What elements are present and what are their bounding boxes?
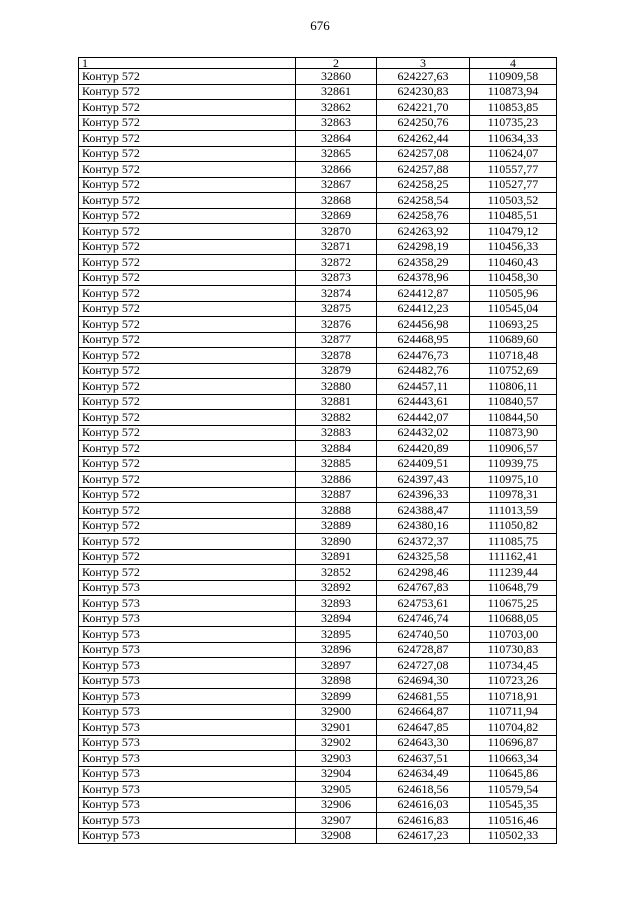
contour-name-cell: Контур 572 bbox=[79, 317, 296, 333]
header-col-2: 2 bbox=[296, 58, 377, 69]
contour-name-cell: Контур 572 bbox=[79, 348, 296, 364]
table-row bbox=[79, 441, 557, 457]
point-number-cell: 32884 bbox=[296, 441, 377, 457]
table-row bbox=[79, 751, 557, 767]
contour-name-cell: Контур 573 bbox=[79, 580, 296, 596]
x-coordinate-cell: 624456,98 bbox=[377, 317, 470, 333]
point-number-cell: 32879 bbox=[296, 363, 377, 379]
point-number-cell: 32878 bbox=[296, 348, 377, 364]
y-coordinate-cell: 110456,33 bbox=[470, 239, 557, 255]
x-coordinate-cell: 624420,89 bbox=[377, 441, 470, 457]
table-row bbox=[79, 720, 557, 736]
contour-name-cell: Контур 572 bbox=[79, 441, 296, 457]
y-coordinate-cell: 110806,11 bbox=[470, 379, 557, 395]
table-row bbox=[79, 69, 557, 85]
contour-name-cell: Контур 572 bbox=[79, 69, 296, 85]
contour-name-cell: Контур 572 bbox=[79, 394, 296, 410]
x-coordinate-cell: 624250,76 bbox=[377, 115, 470, 131]
table-row bbox=[79, 270, 557, 286]
contour-name-cell: Контур 572 bbox=[79, 301, 296, 317]
x-coordinate-cell: 624746,74 bbox=[377, 611, 470, 627]
contour-name-cell: Контур 573 bbox=[79, 704, 296, 720]
header-col-1: 1 bbox=[79, 58, 296, 69]
table-row bbox=[79, 208, 557, 224]
y-coordinate-cell: 110752,69 bbox=[470, 363, 557, 379]
y-coordinate-cell: 110458,30 bbox=[470, 270, 557, 286]
table-row bbox=[79, 642, 557, 658]
contour-name-cell: Контур 572 bbox=[79, 518, 296, 534]
point-number-cell: 32891 bbox=[296, 549, 377, 565]
table-row bbox=[79, 704, 557, 720]
point-number-cell: 32904 bbox=[296, 766, 377, 782]
contour-name-cell: Контур 573 bbox=[79, 813, 296, 829]
y-coordinate-cell: 110840,57 bbox=[470, 394, 557, 410]
x-coordinate-cell: 624257,08 bbox=[377, 146, 470, 162]
y-coordinate-cell: 110723,26 bbox=[470, 673, 557, 689]
x-coordinate-cell: 624616,03 bbox=[377, 797, 470, 813]
x-coordinate-cell: 624230,83 bbox=[377, 84, 470, 100]
point-number-cell: 32871 bbox=[296, 239, 377, 255]
point-number-cell: 32901 bbox=[296, 720, 377, 736]
table-header bbox=[79, 58, 557, 69]
y-coordinate-cell: 110503,52 bbox=[470, 193, 557, 209]
point-number-cell: 32866 bbox=[296, 162, 377, 178]
table-row bbox=[79, 797, 557, 813]
point-number-cell: 32908 bbox=[296, 828, 377, 844]
page-number: 676 bbox=[310, 18, 330, 33]
x-coordinate-cell: 624380,16 bbox=[377, 518, 470, 534]
contour-name-cell: Контур 573 bbox=[79, 797, 296, 813]
contour-name-cell: Контур 572 bbox=[79, 208, 296, 224]
x-coordinate-cell: 624616,83 bbox=[377, 813, 470, 829]
x-coordinate-cell: 624388,47 bbox=[377, 503, 470, 519]
y-coordinate-cell: 110730,83 bbox=[470, 642, 557, 658]
y-coordinate-cell: 110734,45 bbox=[470, 658, 557, 674]
point-number-cell: 32883 bbox=[296, 425, 377, 441]
table-row bbox=[79, 394, 557, 410]
point-number-cell: 32877 bbox=[296, 332, 377, 348]
table-row bbox=[79, 146, 557, 162]
point-number-cell: 32897 bbox=[296, 658, 377, 674]
contour-name-cell: Контур 573 bbox=[79, 642, 296, 658]
x-coordinate-cell: 624258,25 bbox=[377, 177, 470, 193]
y-coordinate-cell: 110579,54 bbox=[470, 782, 557, 798]
y-coordinate-cell: 110718,91 bbox=[470, 689, 557, 705]
y-coordinate-cell: 110703,00 bbox=[470, 627, 557, 643]
y-coordinate-cell: 110485,51 bbox=[470, 208, 557, 224]
point-number-cell: 32894 bbox=[296, 611, 377, 627]
contour-name-cell: Контур 572 bbox=[79, 270, 296, 286]
contour-name-cell: Контур 573 bbox=[79, 596, 296, 612]
point-number-cell: 32889 bbox=[296, 518, 377, 534]
table-row bbox=[79, 332, 557, 348]
x-coordinate-cell: 624396,33 bbox=[377, 487, 470, 503]
x-coordinate-cell: 624412,23 bbox=[377, 301, 470, 317]
y-coordinate-cell: 110624,07 bbox=[470, 146, 557, 162]
table-row bbox=[79, 658, 557, 674]
y-coordinate-cell: 110873,94 bbox=[470, 84, 557, 100]
x-coordinate-cell: 624476,73 bbox=[377, 348, 470, 364]
x-coordinate-cell: 624457,11 bbox=[377, 379, 470, 395]
x-coordinate-cell: 624372,37 bbox=[377, 534, 470, 550]
contour-name-cell: Контур 573 bbox=[79, 766, 296, 782]
contour-name-cell: Контур 572 bbox=[79, 224, 296, 240]
y-coordinate-cell: 110844,50 bbox=[470, 410, 557, 426]
contour-name-cell: Контур 572 bbox=[79, 255, 296, 271]
x-coordinate-cell: 624647,85 bbox=[377, 720, 470, 736]
table-row bbox=[79, 673, 557, 689]
x-coordinate-cell: 624728,87 bbox=[377, 642, 470, 658]
y-coordinate-cell: 110675,25 bbox=[470, 596, 557, 612]
y-coordinate-cell: 110516,46 bbox=[470, 813, 557, 829]
x-coordinate-cell: 624634,49 bbox=[377, 766, 470, 782]
x-coordinate-cell: 624409,51 bbox=[377, 456, 470, 472]
point-number-cell: 32882 bbox=[296, 410, 377, 426]
y-coordinate-cell: 110735,23 bbox=[470, 115, 557, 131]
point-number-cell: 32899 bbox=[296, 689, 377, 705]
contour-name-cell: Контур 573 bbox=[79, 782, 296, 798]
x-coordinate-cell: 624227,63 bbox=[377, 69, 470, 85]
y-coordinate-cell: 110645,86 bbox=[470, 766, 557, 782]
contour-name-cell: Контур 573 bbox=[79, 720, 296, 736]
y-coordinate-cell: 110978,31 bbox=[470, 487, 557, 503]
y-coordinate-cell: 110688,05 bbox=[470, 611, 557, 627]
y-coordinate-cell: 110906,57 bbox=[470, 441, 557, 457]
contour-name-cell: Контур 572 bbox=[79, 100, 296, 116]
point-number-cell: 32885 bbox=[296, 456, 377, 472]
x-coordinate-cell: 624443,61 bbox=[377, 394, 470, 410]
contour-name-cell: Контур 572 bbox=[79, 503, 296, 519]
table-row bbox=[79, 828, 557, 844]
y-coordinate-cell: 110663,34 bbox=[470, 751, 557, 767]
point-number-cell: 32895 bbox=[296, 627, 377, 643]
table-body bbox=[79, 69, 557, 844]
point-number-cell: 32886 bbox=[296, 472, 377, 488]
x-coordinate-cell: 624740,50 bbox=[377, 627, 470, 643]
y-coordinate-cell: 111050,82 bbox=[470, 518, 557, 534]
y-coordinate-cell: 110873,90 bbox=[470, 425, 557, 441]
y-coordinate-cell: 110975,10 bbox=[470, 472, 557, 488]
x-coordinate-cell: 624325,58 bbox=[377, 549, 470, 565]
point-number-cell: 32873 bbox=[296, 270, 377, 286]
y-coordinate-cell: 110634,33 bbox=[470, 131, 557, 147]
point-number-cell: 32898 bbox=[296, 673, 377, 689]
table-row bbox=[79, 472, 557, 488]
point-number-cell: 32868 bbox=[296, 193, 377, 209]
table-row bbox=[79, 379, 557, 395]
y-coordinate-cell: 110718,48 bbox=[470, 348, 557, 364]
point-number-cell: 32875 bbox=[296, 301, 377, 317]
table-row bbox=[79, 549, 557, 565]
y-coordinate-cell: 111239,44 bbox=[470, 565, 557, 581]
table-row bbox=[79, 766, 557, 782]
table-row bbox=[79, 348, 557, 364]
coordinates-table-wrapper bbox=[78, 57, 557, 844]
table-row bbox=[79, 611, 557, 627]
x-coordinate-cell: 624257,88 bbox=[377, 162, 470, 178]
y-coordinate-cell: 110693,25 bbox=[470, 317, 557, 333]
table-row bbox=[79, 100, 557, 116]
table-row bbox=[79, 131, 557, 147]
x-coordinate-cell: 624617,23 bbox=[377, 828, 470, 844]
y-coordinate-cell: 110696,87 bbox=[470, 735, 557, 751]
y-coordinate-cell: 110502,33 bbox=[470, 828, 557, 844]
contour-name-cell: Контур 573 bbox=[79, 658, 296, 674]
table-row bbox=[79, 162, 557, 178]
x-coordinate-cell: 624681,55 bbox=[377, 689, 470, 705]
table-row bbox=[79, 177, 557, 193]
y-coordinate-cell: 110505,96 bbox=[470, 286, 557, 302]
y-coordinate-cell: 110939,75 bbox=[470, 456, 557, 472]
x-coordinate-cell: 624412,87 bbox=[377, 286, 470, 302]
contour-name-cell: Контур 573 bbox=[79, 611, 296, 627]
table-row bbox=[79, 363, 557, 379]
x-coordinate-cell: 624442,07 bbox=[377, 410, 470, 426]
y-coordinate-cell: 110853,85 bbox=[470, 100, 557, 116]
contour-name-cell: Контур 572 bbox=[79, 410, 296, 426]
contour-name-cell: Контур 573 bbox=[79, 689, 296, 705]
contour-name-cell: Контур 572 bbox=[79, 84, 296, 100]
point-number-cell: 32864 bbox=[296, 131, 377, 147]
point-number-cell: 32893 bbox=[296, 596, 377, 612]
point-number-cell: 32865 bbox=[296, 146, 377, 162]
x-coordinate-cell: 624262,44 bbox=[377, 131, 470, 147]
table-row bbox=[79, 580, 557, 596]
contour-name-cell: Контур 572 bbox=[79, 363, 296, 379]
table-row bbox=[79, 317, 557, 333]
x-coordinate-cell: 624263,92 bbox=[377, 224, 470, 240]
table-row bbox=[79, 689, 557, 705]
table-row bbox=[79, 239, 557, 255]
contour-name-cell: Контур 573 bbox=[79, 751, 296, 767]
point-number-cell: 32876 bbox=[296, 317, 377, 333]
point-number-cell: 32887 bbox=[296, 487, 377, 503]
table-row bbox=[79, 735, 557, 751]
table-row bbox=[79, 456, 557, 472]
x-coordinate-cell: 624221,70 bbox=[377, 100, 470, 116]
x-coordinate-cell: 624694,30 bbox=[377, 673, 470, 689]
contour-name-cell: Контур 573 bbox=[79, 735, 296, 751]
y-coordinate-cell: 110689,60 bbox=[470, 332, 557, 348]
point-number-cell: 32907 bbox=[296, 813, 377, 829]
table-row bbox=[79, 487, 557, 503]
contour-name-cell: Контур 572 bbox=[79, 239, 296, 255]
contour-name-cell: Контур 572 bbox=[79, 425, 296, 441]
y-coordinate-cell: 110711,94 bbox=[470, 704, 557, 720]
contour-name-cell: Контур 572 bbox=[79, 549, 296, 565]
contour-name-cell: Контур 573 bbox=[79, 627, 296, 643]
x-coordinate-cell: 624753,61 bbox=[377, 596, 470, 612]
table-row bbox=[79, 286, 557, 302]
point-number-cell: 32867 bbox=[296, 177, 377, 193]
contour-name-cell: Контур 572 bbox=[79, 534, 296, 550]
y-coordinate-cell: 110557,77 bbox=[470, 162, 557, 178]
table-row bbox=[79, 115, 557, 131]
contour-name-cell: Контур 572 bbox=[79, 131, 296, 147]
point-number-cell: 32872 bbox=[296, 255, 377, 271]
point-number-cell: 32905 bbox=[296, 782, 377, 798]
point-number-cell: 32888 bbox=[296, 503, 377, 519]
point-number-cell: 32902 bbox=[296, 735, 377, 751]
table-row bbox=[79, 193, 557, 209]
x-coordinate-cell: 624378,96 bbox=[377, 270, 470, 286]
y-coordinate-cell: 110479,12 bbox=[470, 224, 557, 240]
table-row bbox=[79, 301, 557, 317]
y-coordinate-cell: 111162,41 bbox=[470, 549, 557, 565]
point-number-cell: 32869 bbox=[296, 208, 377, 224]
point-number-cell: 32874 bbox=[296, 286, 377, 302]
x-coordinate-cell: 624397,43 bbox=[377, 472, 470, 488]
y-coordinate-cell: 111013,59 bbox=[470, 503, 557, 519]
point-number-cell: 32881 bbox=[296, 394, 377, 410]
y-coordinate-cell: 110545,04 bbox=[470, 301, 557, 317]
table-row bbox=[79, 425, 557, 441]
point-number-cell: 32890 bbox=[296, 534, 377, 550]
table-row bbox=[79, 782, 557, 798]
table-row bbox=[79, 503, 557, 519]
x-coordinate-cell: 624258,76 bbox=[377, 208, 470, 224]
point-number-cell: 32861 bbox=[296, 84, 377, 100]
contour-name-cell: Контур 572 bbox=[79, 286, 296, 302]
contour-name-cell: Контур 572 bbox=[79, 177, 296, 193]
x-coordinate-cell: 624643,30 bbox=[377, 735, 470, 751]
point-number-cell: 32870 bbox=[296, 224, 377, 240]
contour-name-cell: Контур 572 bbox=[79, 193, 296, 209]
table-row bbox=[79, 813, 557, 829]
point-number-cell: 32860 bbox=[296, 69, 377, 85]
header-row bbox=[79, 58, 557, 69]
contour-name-cell: Контур 572 bbox=[79, 379, 296, 395]
contour-name-cell: Контур 572 bbox=[79, 162, 296, 178]
table-row bbox=[79, 518, 557, 534]
y-coordinate-cell: 111085,75 bbox=[470, 534, 557, 550]
y-coordinate-cell: 110460,43 bbox=[470, 255, 557, 271]
x-coordinate-cell: 624767,83 bbox=[377, 580, 470, 596]
contour-name-cell: Контур 573 bbox=[79, 828, 296, 844]
x-coordinate-cell: 624664,87 bbox=[377, 704, 470, 720]
y-coordinate-cell: 110704,82 bbox=[470, 720, 557, 736]
x-coordinate-cell: 624618,56 bbox=[377, 782, 470, 798]
table-row bbox=[79, 627, 557, 643]
table-row bbox=[79, 84, 557, 100]
header-col-4: 4 bbox=[470, 58, 557, 69]
contour-name-cell: Контур 572 bbox=[79, 472, 296, 488]
y-coordinate-cell: 110909,58 bbox=[470, 69, 557, 85]
x-coordinate-cell: 624298,19 bbox=[377, 239, 470, 255]
x-coordinate-cell: 624432,02 bbox=[377, 425, 470, 441]
table-row bbox=[79, 224, 557, 240]
contour-name-cell: Контур 572 bbox=[79, 456, 296, 472]
x-coordinate-cell: 624468,95 bbox=[377, 332, 470, 348]
x-coordinate-cell: 624727,08 bbox=[377, 658, 470, 674]
point-number-cell: 32880 bbox=[296, 379, 377, 395]
contour-name-cell: Контур 573 bbox=[79, 673, 296, 689]
point-number-cell: 32892 bbox=[296, 580, 377, 596]
table-row bbox=[79, 255, 557, 271]
table-row bbox=[79, 596, 557, 612]
table-row bbox=[79, 410, 557, 426]
header-col-3: 3 bbox=[377, 58, 470, 69]
point-number-cell: 32900 bbox=[296, 704, 377, 720]
point-number-cell: 32903 bbox=[296, 751, 377, 767]
x-coordinate-cell: 624298,46 bbox=[377, 565, 470, 581]
y-coordinate-cell: 110527,77 bbox=[470, 177, 557, 193]
contour-name-cell: Контур 572 bbox=[79, 332, 296, 348]
contour-name-cell: Контур 572 bbox=[79, 565, 296, 581]
coordinates-table bbox=[78, 57, 557, 844]
table-row bbox=[79, 565, 557, 581]
x-coordinate-cell: 624482,76 bbox=[377, 363, 470, 379]
contour-name-cell: Контур 572 bbox=[79, 487, 296, 503]
x-coordinate-cell: 624258,54 bbox=[377, 193, 470, 209]
point-number-cell: 32862 bbox=[296, 100, 377, 116]
contour-name-cell: Контур 572 bbox=[79, 146, 296, 162]
contour-name-cell: Контур 572 bbox=[79, 115, 296, 131]
y-coordinate-cell: 110648,79 bbox=[470, 580, 557, 596]
table-row bbox=[79, 534, 557, 550]
x-coordinate-cell: 624358,29 bbox=[377, 255, 470, 271]
point-number-cell: 32852 bbox=[296, 565, 377, 581]
point-number-cell: 32863 bbox=[296, 115, 377, 131]
point-number-cell: 32906 bbox=[296, 797, 377, 813]
x-coordinate-cell: 624637,51 bbox=[377, 751, 470, 767]
y-coordinate-cell: 110545,35 bbox=[470, 797, 557, 813]
point-number-cell: 32896 bbox=[296, 642, 377, 658]
